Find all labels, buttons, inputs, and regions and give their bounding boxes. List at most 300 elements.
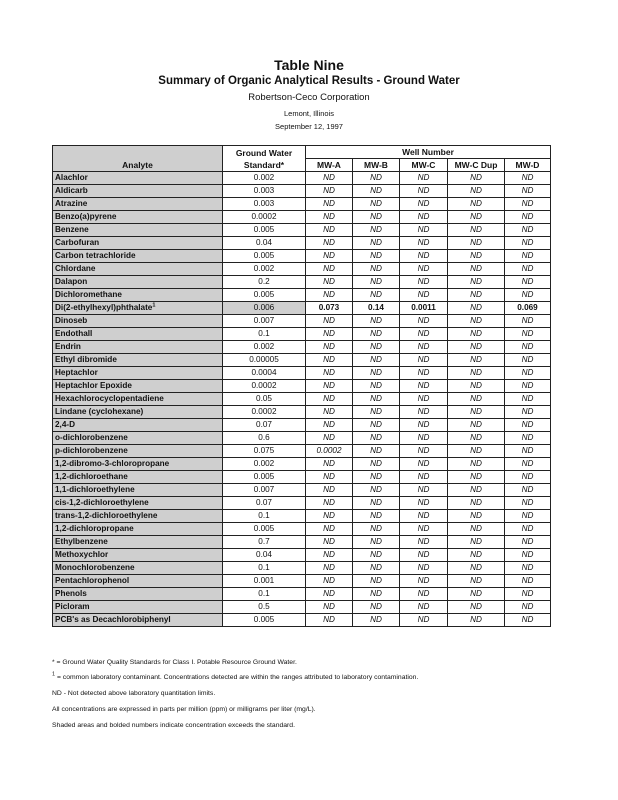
table-row: [53, 562, 551, 575]
result-cell: ND: [306, 458, 353, 471]
result-cell: ND: [306, 224, 353, 237]
table-row: [53, 471, 551, 484]
table-row: [53, 276, 551, 289]
result-cell: ND: [505, 588, 551, 601]
analyte-name: 1,2-dibromo-3-chloropropane: [55, 459, 170, 468]
result-cell: ND: [448, 406, 505, 419]
location: Lemont, Illinois: [283, 109, 335, 118]
result-cell: ND: [400, 549, 448, 562]
analyte-cell: [53, 354, 223, 367]
result-cell: ND: [448, 497, 505, 510]
standard-header-line2: Standard*: [243, 159, 285, 170]
result-cell: ND: [400, 510, 448, 523]
result-cell: ND: [505, 250, 551, 263]
standard-cell: 0.7: [223, 536, 306, 549]
result-cell: ND: [505, 185, 551, 198]
result-cell: ND: [353, 471, 400, 484]
result-cell: ND: [306, 549, 353, 562]
analyte-cell: [53, 250, 223, 263]
result-cell: ND: [306, 354, 353, 367]
analyte-cell: [53, 211, 223, 224]
result-cell: ND: [448, 419, 505, 432]
table-row: [53, 497, 551, 510]
table-row: [53, 575, 551, 588]
analyte-name: Endrin: [55, 342, 81, 351]
result-cell: 0.073: [306, 302, 353, 315]
company-name: Robertson-Ceco Corporation: [248, 92, 370, 103]
result-cell: ND: [448, 471, 505, 484]
footnote-contaminant-marker: 1: [52, 671, 56, 678]
result-cell: ND: [505, 211, 551, 224]
result-cell: ND: [306, 380, 353, 393]
footnote-shading: Shaded areas and bolded numbers indicate concentration exceeds the standard.: [52, 722, 295, 729]
result-cell: ND: [400, 614, 448, 627]
analyte-name: Dalapon: [55, 277, 88, 286]
standard-cell: 0.0002: [223, 406, 306, 419]
analyte-cell: [53, 341, 223, 354]
result-cell: ND: [505, 562, 551, 575]
analyte-cell: [53, 601, 223, 614]
result-cell: ND: [400, 341, 448, 354]
table-row: [53, 393, 551, 406]
analyte-cell: [53, 380, 223, 393]
standard-cell: 0.07: [223, 497, 306, 510]
analyte-cell: [53, 588, 223, 601]
result-cell: ND: [505, 523, 551, 536]
result-cell: ND: [353, 562, 400, 575]
result-cell: ND: [353, 237, 400, 250]
table-row: [53, 380, 551, 393]
standard-cell: 0.002: [223, 172, 306, 185]
well-header: MW-B: [353, 159, 400, 172]
standard-cell: 0.007: [223, 484, 306, 497]
analyte-name: Pentachlorophenol: [55, 576, 130, 585]
analyte-name: Dinoseb: [55, 316, 88, 325]
result-cell: ND: [306, 315, 353, 328]
result-cell: ND: [448, 185, 505, 198]
well-header: MW-C Dup: [448, 159, 505, 172]
result-cell: ND: [400, 588, 448, 601]
result-cell: ND: [505, 237, 551, 250]
result-cell: ND: [505, 198, 551, 211]
result-cell: ND: [505, 497, 551, 510]
analyte-cell: [53, 497, 223, 510]
analyte-cell: [53, 224, 223, 237]
result-cell: ND: [306, 484, 353, 497]
standard-cell: 0.005: [223, 614, 306, 627]
analyte-cell: [53, 315, 223, 328]
analyte-name: Benzene: [55, 225, 89, 234]
result-cell: ND: [400, 601, 448, 614]
result-cell: ND: [400, 406, 448, 419]
analyte-name: trans-1,2-dichloroethylene: [55, 511, 158, 520]
footnote-contaminant-text: = common laboratory contaminant. Concentrations detected are within the ranges attributed to laboratory contamination.: [55, 674, 419, 681]
result-cell: ND: [505, 445, 551, 458]
result-cell: ND: [353, 263, 400, 276]
result-cell: ND: [400, 315, 448, 328]
analyte-name: Alachlor: [55, 173, 88, 182]
result-cell: ND: [400, 237, 448, 250]
standard-cell: 0.0002: [223, 380, 306, 393]
table-row: [53, 588, 551, 601]
analyte-name: p-dichlorobenzene: [55, 446, 128, 455]
result-cell: ND: [353, 198, 400, 211]
table-row: [53, 406, 551, 419]
result-cell: ND: [400, 276, 448, 289]
result-cell: ND: [505, 367, 551, 380]
result-cell: ND: [306, 185, 353, 198]
well-header: MW-C: [400, 159, 448, 172]
result-cell: ND: [353, 497, 400, 510]
results-table: [52, 145, 551, 627]
analyte-name: Heptachlor: [55, 368, 98, 377]
result-cell: ND: [400, 185, 448, 198]
result-cell: ND: [448, 367, 505, 380]
footnote-units: All concentrations are expressed in parts per million (ppm) or milligrams per liter (mg/L).: [52, 706, 316, 713]
page-title: Table Nine: [274, 57, 344, 73]
analyte-cell: [53, 575, 223, 588]
analyte-name: 1,2-dichloroethane: [55, 472, 128, 481]
analyte-name: o-dichlorobenzene: [55, 433, 128, 442]
standard-cell: 0.003: [223, 185, 306, 198]
result-cell: ND: [448, 380, 505, 393]
result-cell: ND: [505, 601, 551, 614]
result-cell: ND: [400, 536, 448, 549]
analyte-name: Carbon tetrachloride: [55, 251, 136, 260]
standard-cell: 0.6: [223, 432, 306, 445]
result-cell: ND: [353, 549, 400, 562]
analyte-cell: [53, 445, 223, 458]
result-cell: ND: [505, 406, 551, 419]
table-row: [53, 341, 551, 354]
result-cell: ND: [306, 237, 353, 250]
table-row: [53, 198, 551, 211]
result-cell: ND: [306, 341, 353, 354]
analyte-cell: [53, 263, 223, 276]
result-cell: ND: [353, 419, 400, 432]
result-cell: ND: [353, 367, 400, 380]
result-cell: ND: [448, 237, 505, 250]
analyte-cell: [53, 458, 223, 471]
analyte-cell: [53, 328, 223, 341]
result-cell: ND: [505, 341, 551, 354]
result-cell: ND: [353, 588, 400, 601]
result-cell: ND: [505, 354, 551, 367]
table-row: [53, 185, 551, 198]
analyte-name: cis-1,2-dichloroethylene: [55, 498, 149, 507]
result-cell: ND: [505, 276, 551, 289]
result-cell: ND: [306, 263, 353, 276]
table-row: [53, 354, 551, 367]
analyte-name: Phenols: [55, 589, 87, 598]
result-cell: ND: [448, 549, 505, 562]
result-cell: ND: [400, 328, 448, 341]
analyte-name: 1,2-dichloropropane: [55, 524, 134, 533]
result-cell: ND: [353, 341, 400, 354]
result-cell: ND: [505, 432, 551, 445]
analyte-name: Picloram: [55, 602, 90, 611]
table-row: [53, 419, 551, 432]
analyte-cell: [53, 185, 223, 198]
result-cell: ND: [505, 315, 551, 328]
table-row: [53, 614, 551, 627]
result-cell: ND: [505, 536, 551, 549]
analyte-header: Analyte: [53, 146, 223, 172]
table-row: [53, 328, 551, 341]
analyte-name: Monochlorobenzene: [55, 563, 135, 572]
result-cell: ND: [400, 458, 448, 471]
analyte-name: Dichloromethane: [55, 290, 122, 299]
result-cell: ND: [448, 523, 505, 536]
result-cell: ND: [306, 614, 353, 627]
standard-cell: 0.075: [223, 445, 306, 458]
result-cell: ND: [505, 471, 551, 484]
standard-cell: 0.001: [223, 575, 306, 588]
result-cell: ND: [306, 471, 353, 484]
table-row: [53, 523, 551, 536]
result-cell: ND: [306, 497, 353, 510]
result-cell: ND: [505, 263, 551, 276]
result-cell: ND: [306, 250, 353, 263]
result-cell: ND: [505, 419, 551, 432]
result-cell: ND: [448, 510, 505, 523]
analyte-cell: [53, 393, 223, 406]
result-cell: ND: [306, 523, 353, 536]
result-cell: ND: [400, 419, 448, 432]
page-subtitle: Summary of Organic Analytical Results - Ground Water: [158, 75, 460, 87]
result-cell: ND: [505, 289, 551, 302]
table-row: [53, 289, 551, 302]
analyte-cell: [53, 523, 223, 536]
result-cell: ND: [400, 432, 448, 445]
analyte-name: Carbofuran: [55, 238, 100, 247]
table-row: [53, 211, 551, 224]
analyte-name: Hexachlorocyclopentadiene: [55, 394, 164, 403]
result-cell: ND: [306, 172, 353, 185]
analyte-cell: [53, 471, 223, 484]
analyte-name: PCB's as Decachlorobiphenyl: [55, 615, 171, 624]
footnote-contaminant: [52, 673, 418, 683]
well-header: MW-A: [306, 159, 353, 172]
table-row: [53, 601, 551, 614]
analyte-cell: [53, 276, 223, 289]
analyte-cell: [53, 289, 223, 302]
standard-cell: 0.1: [223, 588, 306, 601]
result-cell: ND: [400, 263, 448, 276]
standard-cell: 0.1: [223, 510, 306, 523]
result-cell: ND: [353, 575, 400, 588]
result-cell: ND: [353, 445, 400, 458]
table-row: [53, 315, 551, 328]
analyte-cell: [53, 510, 223, 523]
result-cell: ND: [353, 614, 400, 627]
analyte-cell: [53, 549, 223, 562]
analyte-cell: [53, 432, 223, 445]
analyte-name: Methoxychlor: [55, 550, 109, 559]
result-cell: ND: [353, 224, 400, 237]
result-cell: ND: [353, 406, 400, 419]
standard-header-line1: Ground Water: [235, 147, 293, 158]
result-cell: ND: [448, 588, 505, 601]
result-cell: ND: [306, 211, 353, 224]
result-cell: ND: [353, 510, 400, 523]
result-cell: ND: [448, 484, 505, 497]
table-row: [53, 549, 551, 562]
result-cell: ND: [448, 458, 505, 471]
result-cell: ND: [448, 562, 505, 575]
standard-cell: 0.00005: [223, 354, 306, 367]
analyte-name: Ethyl dibromide: [55, 355, 117, 364]
result-cell: ND: [448, 263, 505, 276]
result-cell: ND: [448, 445, 505, 458]
standard-cell: 0.0004: [223, 367, 306, 380]
analyte-name: 2,4-D: [55, 420, 76, 429]
result-cell: 0.069: [505, 302, 551, 315]
footnote-standard: * = Ground Water Quality Standards for Class I. Potable Resource Ground Water.: [52, 659, 297, 666]
result-cell: ND: [448, 211, 505, 224]
result-cell: ND: [448, 393, 505, 406]
result-cell: ND: [400, 224, 448, 237]
result-cell: ND: [448, 354, 505, 367]
result-cell: ND: [306, 406, 353, 419]
standard-cell: 0.007: [223, 315, 306, 328]
result-cell: 0.0002: [306, 445, 353, 458]
result-cell: ND: [353, 185, 400, 198]
result-cell: 0.14: [353, 302, 400, 315]
table-row: [53, 432, 551, 445]
result-cell: ND: [306, 601, 353, 614]
standard-cell: 0.002: [223, 458, 306, 471]
result-cell: ND: [448, 575, 505, 588]
result-cell: ND: [505, 510, 551, 523]
table-row: [53, 484, 551, 497]
result-cell: ND: [353, 458, 400, 471]
standard-cell: 0.003: [223, 198, 306, 211]
result-cell: ND: [353, 172, 400, 185]
analyte-cell: [53, 484, 223, 497]
result-cell: ND: [306, 536, 353, 549]
result-cell: ND: [400, 523, 448, 536]
table-row: [53, 536, 551, 549]
result-cell: ND: [400, 211, 448, 224]
footnotes: [52, 658, 418, 737]
result-cell: ND: [306, 510, 353, 523]
table-row: [53, 458, 551, 471]
analyte-name: Heptachlor Epoxide: [55, 381, 132, 390]
result-cell: ND: [400, 250, 448, 263]
result-cell: ND: [400, 289, 448, 302]
standard-header: [223, 146, 306, 172]
result-cell: ND: [306, 393, 353, 406]
result-cell: ND: [400, 393, 448, 406]
standard-cell: 0.005: [223, 471, 306, 484]
standard-cell: 0.2: [223, 276, 306, 289]
result-cell: ND: [306, 419, 353, 432]
result-cell: ND: [448, 315, 505, 328]
result-cell: ND: [505, 458, 551, 471]
result-cell: ND: [448, 172, 505, 185]
table-row: [53, 237, 551, 250]
table-row: [53, 250, 551, 263]
result-cell: ND: [400, 497, 448, 510]
standard-cell: 0.0002: [223, 211, 306, 224]
standard-cell: 0.1: [223, 562, 306, 575]
analyte-cell: [53, 237, 223, 250]
result-cell: ND: [353, 523, 400, 536]
well-number-header: Well Number: [306, 146, 551, 159]
standard-cell: 0.005: [223, 289, 306, 302]
result-cell: 0.0011: [400, 302, 448, 315]
table-row: [53, 172, 551, 185]
result-cell: ND: [448, 341, 505, 354]
analyte-cell: [53, 536, 223, 549]
result-cell: ND: [306, 198, 353, 211]
result-cell: ND: [448, 198, 505, 211]
result-cell: ND: [353, 211, 400, 224]
analyte-cell: [53, 614, 223, 627]
analyte-name: Lindane (cyclohexane): [55, 407, 144, 416]
result-cell: ND: [505, 484, 551, 497]
result-cell: ND: [353, 536, 400, 549]
result-cell: ND: [400, 575, 448, 588]
analyte-cell: [53, 406, 223, 419]
result-cell: ND: [353, 432, 400, 445]
analyte-name: Benzo(a)pyrene: [55, 212, 117, 221]
result-cell: ND: [505, 224, 551, 237]
analyte-name: 1,1-dichloroethylene: [55, 485, 135, 494]
result-cell: ND: [448, 536, 505, 549]
well-header: MW-D: [505, 159, 551, 172]
result-cell: ND: [353, 276, 400, 289]
standard-cell: 0.1: [223, 328, 306, 341]
analyte-name: Ethylbenzene: [55, 537, 108, 546]
analyte-name: Di(2-ethylhexyl)phthalate: [55, 303, 153, 312]
result-cell: ND: [400, 354, 448, 367]
result-cell: ND: [353, 354, 400, 367]
result-cell: ND: [448, 289, 505, 302]
table-row: [53, 302, 551, 315]
standard-cell: 0.005: [223, 523, 306, 536]
analyte-cell: [53, 172, 223, 185]
footnote-marker: 1: [152, 302, 156, 309]
result-cell: ND: [306, 432, 353, 445]
analyte-name: Chlordane: [55, 264, 96, 273]
footnote-nd: ND - Not detected above laboratory quantitation limits.: [52, 690, 216, 697]
result-cell: ND: [353, 484, 400, 497]
table-row: [53, 445, 551, 458]
analyte-name: Endothall: [55, 329, 93, 338]
result-cell: ND: [448, 276, 505, 289]
result-cell: ND: [306, 588, 353, 601]
analyte-name: Aldicarb: [55, 186, 88, 195]
standard-cell: 0.04: [223, 237, 306, 250]
analyte-name: Atrazine: [55, 199, 88, 208]
standard-cell: 0.005: [223, 224, 306, 237]
result-cell: ND: [353, 380, 400, 393]
result-cell: ND: [505, 393, 551, 406]
result-cell: ND: [306, 367, 353, 380]
result-cell: ND: [353, 315, 400, 328]
standard-cell: 0.05: [223, 393, 306, 406]
result-cell: ND: [448, 224, 505, 237]
result-cell: ND: [353, 250, 400, 263]
result-cell: ND: [505, 380, 551, 393]
table-row: [53, 224, 551, 237]
result-cell: ND: [353, 289, 400, 302]
result-cell: ND: [505, 549, 551, 562]
standard-cell: 0.005: [223, 250, 306, 263]
result-cell: ND: [306, 562, 353, 575]
